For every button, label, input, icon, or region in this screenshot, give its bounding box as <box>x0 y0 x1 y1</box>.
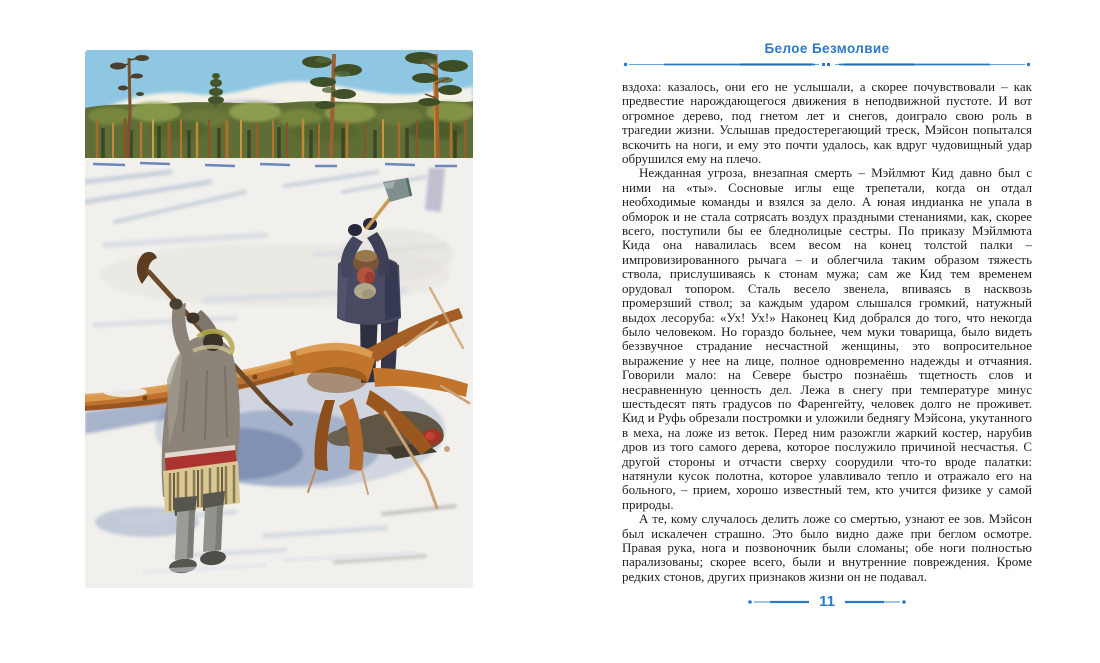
footer-ornament-right <box>844 597 908 607</box>
forest <box>85 101 473 166</box>
paragraph: Нежданная угроза, внезапная смерть – Мэйлмют Кид давно был с ними на «ты». Сосновые иглы еще трепетали, когда он отдал необходимые команды и взялся за дело. А юная индианка не упала в обморок и не стала сотрясать воздух праздными стенаниями, как, скорее всего, поступили бы ее бледнолицые сестры. По приказу Мэйлмюта Кида она навалилась всем весом на конец толстой палки – импровизированного рычага – и облегчила таким образом тяжесть ствола, прислушиваясь к стонам мужа; сам же Кид тем временем орудовал топором. Сталь весело звенела, впиваясь в насквозь промерзший ствол; за каждым ударом слышался громкий, натужный выдох лесоруба: «Ух! Ух!» Наконец Кид добрался до того, что некогда было человеком. Но гораздо больнее, чем муки товарища, было видеть беззвучное страдание несчастной женщины, это вопросительное выражение у нее на лице, полное одновременно надежды и отчаяния. Говорили мало: на Севере быстро познаёшь тщетность слов и несравненную ценность дел. Лежа в снегу при температуре минус шестьдесят пять градусов по Фаренгейту, человек долго не проживет. Кид и Руфь обрезали постромки и уложили беднягу Мэйсона, укутанного в меха, на ложе из веток. Перед ним разожгли жаркий костер, нарубив дров из того самого дерева, которое послужило причиной несчастья. С другой стороны и отчасти сверху соорудили что-то вроде палатки: натянули кусок полотна, которое улавливало тепло и отражало его на больного, – прием, хорошо известный тем, кто учится физике у самой природы. <box>622 165 1032 512</box>
text-page <box>622 42 1032 609</box>
illustration-svg <box>85 50 473 588</box>
footer-ornament-left <box>746 597 810 607</box>
paragraph: А те, кому случалось делить ложе со смертью, узнают ее зов. Мэйсон был искалечен страшно. Это было видно даже при беглом осмотре. Правая рука, нога и позвоночник были сломаны; обе ноги полностью парализованы; скорее всего, были и внутренние повреждения. Кроме редких стонов, других признаков жизни он не подавал. <box>622 511 1032 584</box>
illustration <box>85 50 473 588</box>
page-number: 11 <box>819 593 835 611</box>
page-footer <box>622 594 1032 609</box>
body-text <box>622 80 1032 584</box>
paragraph: вздоха: казалось, они его не услышали, а скорее почувствовали – как предвестие нарождающегося движения в неподвижной пустоте. И вот огромное дерево, под гнетом лет и снегов, доиграло свою роль в трагедии жизни. Услышав предостерегающий треск, Мэйсон попытался вскочить на ноги, и ему это почти удалось, как вдруг чудовищный удар обрушился ему на плечо. <box>622 79 1032 167</box>
chapter-title: Белое Безмолвие <box>764 41 890 56</box>
title-rule-ornament <box>622 60 1032 69</box>
